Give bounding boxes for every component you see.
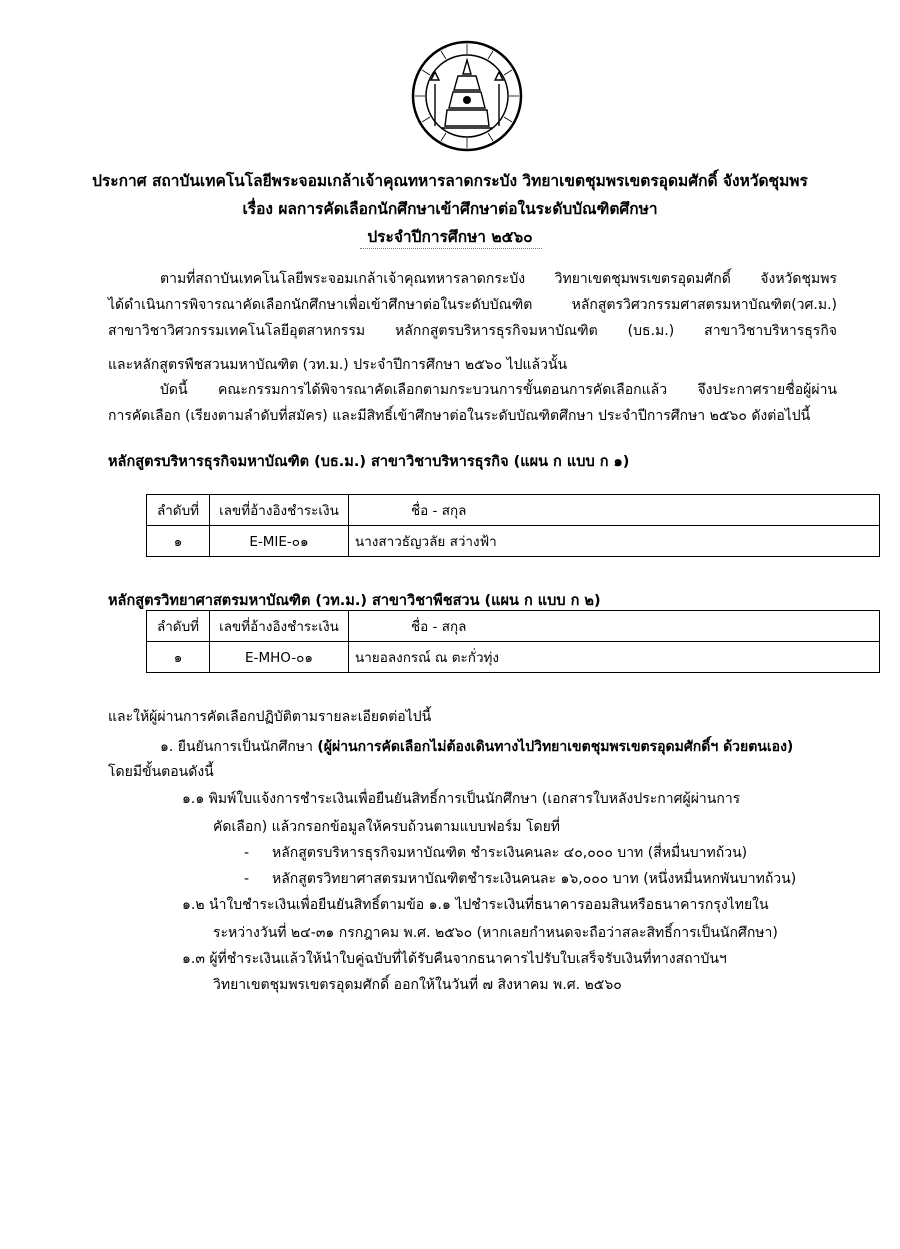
col-header-name: ชื่อ - สกุล bbox=[349, 495, 880, 526]
step-1-3: ๑.๓ ผู้ที่ชำระเงินแล้วให้นำใบคู่ฉบับที่ได้รับคืนจากธนาคารไปรับใบเสร็จรับเงินที่ทางสถาบันฯ bbox=[182, 951, 727, 967]
bullet-dash: - bbox=[244, 845, 250, 861]
intro-line: ได้ดำเนินการพิจารณาคัดเลือกนักศึกษาเพื่อเข้าศึกษาต่อในระดับบัณฑิต หลักสูตรวิศวกรรมศาสตรมหาบัณฑิต(วศ.ม.) bbox=[108, 297, 837, 313]
instruction-item-1-cont: โดยมีขั้นตอนดังนี้ bbox=[108, 764, 214, 780]
row-order: ๑ bbox=[147, 526, 210, 557]
instruction-item-1-text: ๑. ยืนยันการเป็นนักศึกษา bbox=[160, 739, 318, 755]
fee-horticulture: หลักสูตรวิทยาศาสตรมหาบัณฑิตชำระเงินคนละ ๑๖,๐๐๐ บาท (หนึ่งหมื่นหกพันบาทถ้วน) bbox=[272, 871, 797, 887]
institute-seal-icon bbox=[411, 40, 523, 152]
col-header-order: ลำดับที่ bbox=[147, 611, 210, 642]
table-row bbox=[147, 642, 880, 673]
table-header-row bbox=[147, 495, 880, 526]
row-order: ๑ bbox=[147, 642, 210, 673]
instruction-item-1-note: (ผู้ผ่านการคัดเลือกไม่ต้องเดินทางไปวิทยาเขตชุมพรเขตรอุดมศักดิ์ฯ ด้วยตนเอง) bbox=[317, 739, 794, 755]
instruction-item-1 bbox=[160, 738, 793, 756]
announcement-title: ประกาศ สถาบันเทคโนโลยีพระจอมเกล้าเจ้าคุณทหารลาดกระบัง วิทยาเขตชุมพรเขตรอุดมศักดิ์ จังหวัดชุมพร bbox=[92, 172, 808, 190]
row-reference: E-MHO-๐๑ bbox=[210, 642, 349, 673]
instructions-lead: และให้ผู้ผ่านการคัดเลือกปฏิบัติตามรายละเอียดต่อไปนี้ bbox=[108, 709, 432, 725]
step-1-2-cont: ระหว่างวันที่ ๒๔-๓๑ กรกฎาคม พ.ศ. ๒๕๖๐ (หากเลยกำหนดจะถือว่าสละสิทธิ์การเป็นนักศึกษา) bbox=[213, 925, 778, 941]
col-header-order: ลำดับที่ bbox=[147, 495, 210, 526]
intro-line: สาขาวิชาวิศวกรรมเทคโนโลยีอุตสาหกรรม หลักกสูตรบริหารธุรกิจมหาบัณฑิต (บธ.ม.) สาขาวิชาบริหารธุรกิจ bbox=[108, 323, 837, 339]
section-title-horticulture: หลักสูตรวิทยาศาสตรมหาบัณฑิต (วท.ม.) สาขาวิชาพืชสวน (แผน ก แบบ ก ๒) bbox=[108, 593, 601, 609]
col-header-reference: เลขที่อ้างอิงชำระเงิน bbox=[210, 611, 349, 642]
results-table-mba bbox=[146, 494, 880, 557]
intro-line: และหลักสูตรพืชสวนมหาบัณฑิต (วท.ม.) ประจำปีการศึกษา ๒๕๖๐ ไปแล้วนั้น bbox=[108, 357, 568, 373]
fee-mba: หลักสูตรบริหารธุรกิจมหาบัณฑิต ชำระเงินคนละ ๔๐,๐๐๐ บาท (สี่หมื่นบาทถ้วน) bbox=[272, 845, 748, 861]
step-1-1: ๑.๑ พิมพ์ใบแจ้งการชำระเงินเพื่อยืนยันสิทธิ์การเป็นนักศึกษา (เอกสารใบหลังประกาศผู้ผ่านการ bbox=[182, 791, 741, 807]
col-header-name: ชื่อ - สกุล bbox=[349, 611, 880, 642]
intro-line: บัดนี้ คณะกรรมการได้พิจารณาคัดเลือกตามกระบวนการขั้นตอนการคัดเลือกแล้ว จึงประกาศรายชื่อผู้ผ่าน bbox=[160, 382, 837, 398]
step-1-2: ๑.๒ นำใบชำระเงินเพื่อยืนยันสิทธิ์ตามข้อ ๑.๑ ไปชำระเงินที่ธนาคารออมสินหรือธนาคารกรุงไทยใน bbox=[182, 897, 769, 913]
row-reference: E-MIE-๐๑ bbox=[210, 526, 349, 557]
table-row bbox=[147, 526, 880, 557]
step-1-1-cont: คัดเลือก) แล้วกรอกข้อมูลให้ครบถ้วนตามแบบฟอร์ม โดยที่ bbox=[213, 819, 561, 835]
header-divider bbox=[360, 248, 542, 249]
intro-line: การคัดเลือก (เรียงตามลำดับที่สมัคร) และมีสิทธิ์เข้าศึกษาต่อในระดับบัณฑิตศึกษา ประจำปีการศึกษา ๒๕๖๐ ดังต่อไปนี้ bbox=[108, 408, 811, 424]
announcement-subject: เรื่อง ผลการคัดเลือกนักศึกษาเข้าศึกษาต่อในระดับบัณฑิตศึกษา bbox=[242, 200, 658, 218]
row-name: นายอลงกรณ์ ณ ตะกั่วทุ่ง bbox=[349, 642, 880, 673]
intro-line: ตามที่สถาบันเทคโนโลยีพระจอมเกล้าเจ้าคุณทหารลาดกระบัง วิทยาเขตชุมพรเขตรอุดมศักดิ์ จังหวัดชุมพร bbox=[160, 271, 837, 287]
step-1-3-cont: วิทยาเขตชุมพรเขตรอุดมศักดิ์ ออกให้ในวันที่ ๗ สิงหาคม พ.ศ. ๒๕๖๐ bbox=[213, 977, 622, 993]
academic-year: ประจำปีการศึกษา ๒๕๖๐ bbox=[367, 228, 533, 246]
table-header-row bbox=[147, 611, 880, 642]
col-header-reference: เลขที่อ้างอิงชำระเงิน bbox=[210, 495, 349, 526]
bullet-dash: - bbox=[244, 871, 250, 887]
section-title-mba: หลักสูตรบริหารธุรกิจมหาบัณฑิต (บธ.ม.) สาขาวิชาบริหารธุรกิจ (แผน ก แบบ ก ๑) bbox=[108, 454, 630, 470]
results-table-horticulture bbox=[146, 610, 880, 673]
row-name: นางสาวธัญวลัย สว่างฟ้า bbox=[349, 526, 880, 557]
